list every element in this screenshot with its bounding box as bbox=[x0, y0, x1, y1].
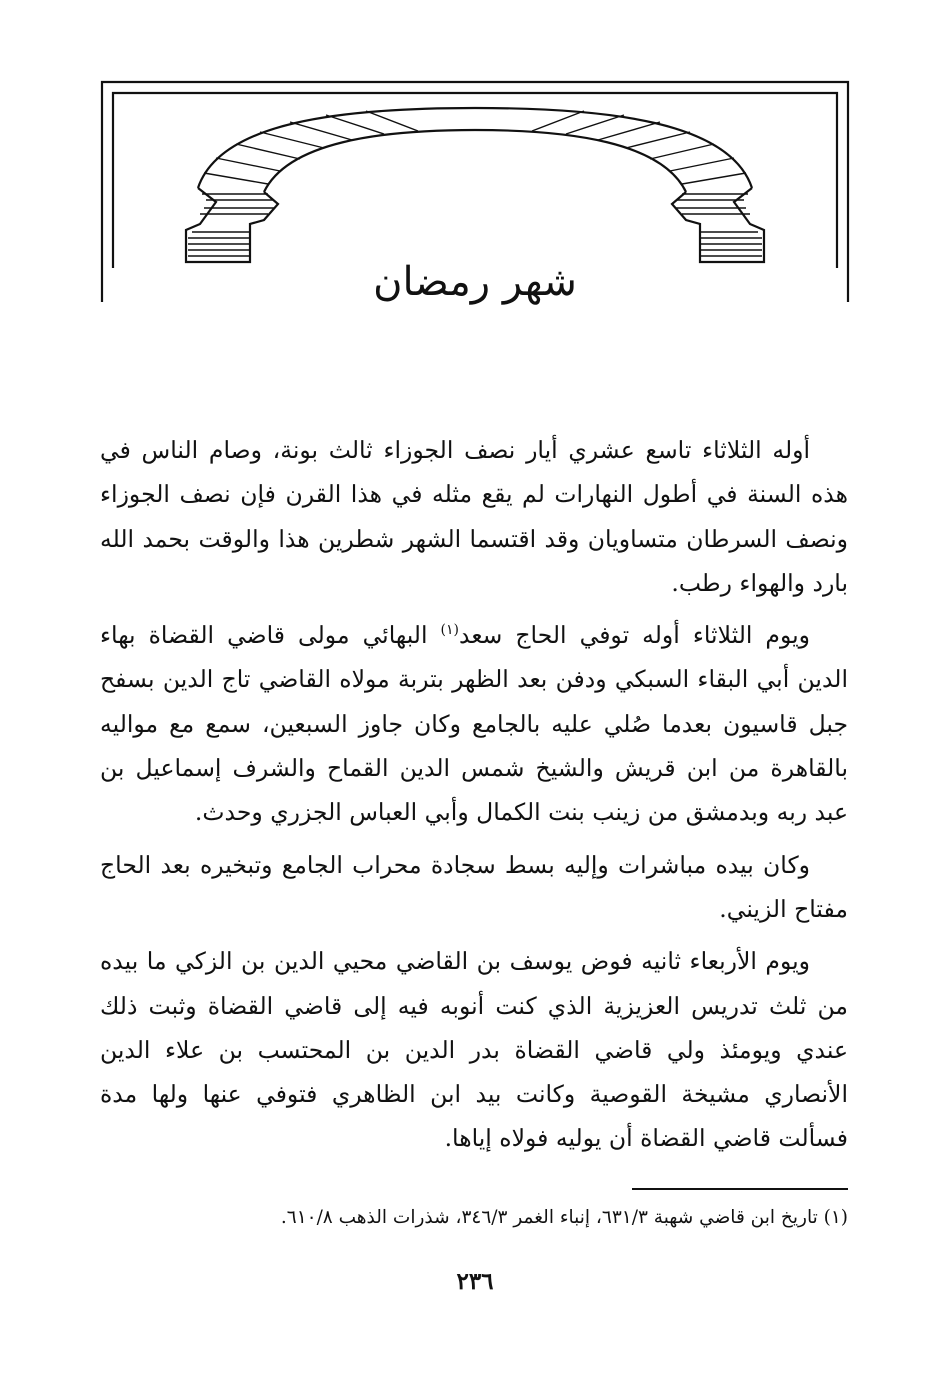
footnote-reference[interactable]: (١) bbox=[440, 622, 459, 639]
paragraph-text: ويوم الثلاثاء أوله توفي الحاج سعد bbox=[458, 621, 810, 650]
paragraph bbox=[100, 939, 848, 1160]
paragraph-text: وكان بيده مباشرات وإليه بسط سجادة محراب الجامع وتبخيره بعد الحاج مفتاح الزيني. bbox=[100, 850, 848, 923]
chapter-title: شهر رمضان bbox=[373, 259, 577, 305]
paragraph-text: البهائي مولى قاضي القضاة بهاء الدين أبي البقاء السبكي ودفن بعد الظهر بتربة مولاه القاضي تاج الدين بسفح جبل قاسيون بعدما صُلي عليه بالجامع وكان جاوز السبعين، سمع مع مواليه بالقاهرة من ابن قريش والشيخ شمس الدين القماح والشرف إسماعيل بن عبد ربه وبدمشق من زينب بنت الكمال وأبي العباس الجزري وحدث. bbox=[100, 621, 848, 827]
paragraph-text: ويوم الأربعاء ثانيه فوض يوسف بن القاضي محيي الدين بن الزكي ما بيده من ثلث تدريس العزيزية الذي كنت أنوبه فيه إلى قاضي القضاة وثبت ذلك عندي ويومئذ ولي قاضي القضاة بدر الدين بن المحتسب بن علاء الدين الأنصاري مشيخة القوصية وكانت بيد ابن الظاهري فتوفي عنها ولها مدة فسألت قاضي القضاة أن يوليه فولاه إياها. bbox=[100, 947, 848, 1153]
paragraph-text: أوله الثلاثاء تاسع عشري أيار نصف الجوزاء ثالث بونة، وصام الناس في هذه السنة في أطول النهارات لم يقع مثله في هذا القرن فإن نصف الجوزاء ونصف السرطان متساويان وقد اقتسما الشهر شطرين هذا والوقت بحمد الله بارد والهواء رطب. bbox=[100, 436, 848, 597]
body-text bbox=[100, 428, 848, 1169]
page-number: ٢٣٦ bbox=[456, 1268, 494, 1295]
paragraph bbox=[100, 428, 848, 605]
paragraph bbox=[100, 613, 848, 834]
paragraph bbox=[100, 843, 848, 932]
footnote: (١) تاريخ ابن قاضي شهبة ٦٣١/٣، إنباء الغمر ٣٤٦/٣، شذرات الذهب ٦١٠/٨. bbox=[280, 1207, 848, 1228]
footnote-divider bbox=[632, 1188, 848, 1190]
